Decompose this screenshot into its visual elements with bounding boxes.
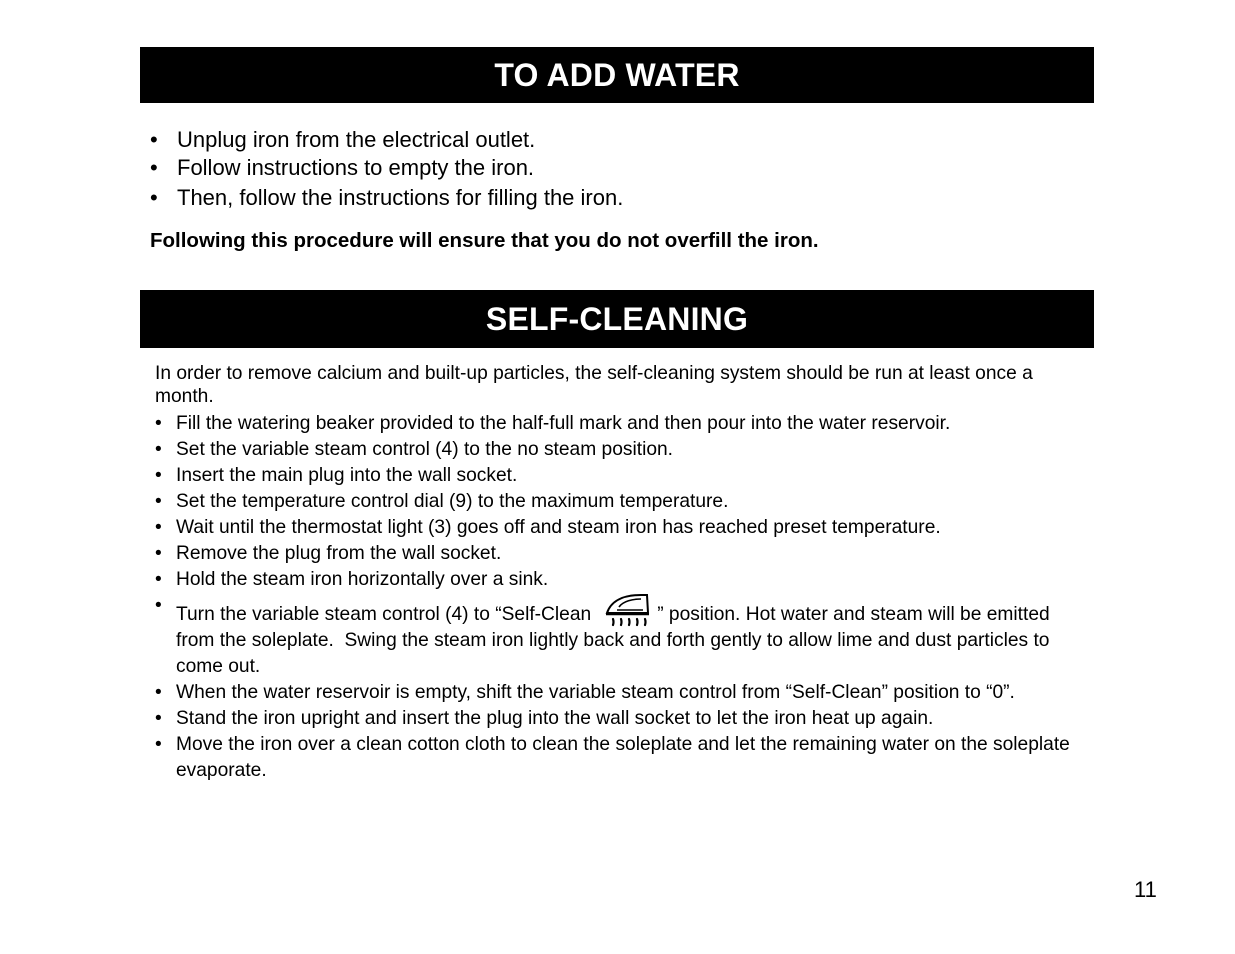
overfill-note: Following this procedure will ensure that you do not overfill the iron. bbox=[150, 229, 819, 252]
list-item: • Follow instructions to empty the iron. bbox=[150, 154, 623, 182]
list-item: • Wait until the thermostat light (3) goes off and steam iron has reached preset temperature. bbox=[155, 515, 1090, 541]
list-item: • Remove the plug from the wall socket. bbox=[155, 541, 1090, 567]
list-item: • Fill the watering beaker provided to the half-full mark and then pour into the water reservoir. bbox=[155, 411, 1090, 437]
list-item: • Hold the steam iron horizontally over a sink. bbox=[155, 567, 1090, 593]
self-clean-text-before: Turn the variable steam control (4) to “Self-Clean bbox=[176, 604, 592, 625]
self-clean-text-after: ” position. Hot water and steam will be emitted from the soleplate. Swing the steam iron lightly back and forth gently to allow lime and dust particles to come out. bbox=[176, 604, 1050, 677]
self-cleaning-list bbox=[155, 411, 1090, 784]
page-number: 11 bbox=[1134, 877, 1157, 902]
list-item-self-clean bbox=[155, 593, 1090, 680]
list-item: • Set the temperature control dial (9) to the maximum temperature. bbox=[155, 489, 1090, 515]
list-item: • Then, follow the instructions for filling the iron. bbox=[150, 184, 623, 212]
list-item: • When the water reservoir is empty, shift the variable steam control from “Self-Clean” position to “0”. bbox=[155, 680, 1090, 706]
list-item: • Move the iron over a clean cotton cloth to clean the soleplate and let the remaining water on the soleplate evaporate. bbox=[155, 732, 1090, 784]
list-item: • Stand the iron upright and insert the plug into the wall socket to let the iron heat up again. bbox=[155, 706, 1090, 732]
section-title-add-water: TO ADD WATER bbox=[140, 47, 1094, 103]
list-item: • Unplug iron from the electrical outlet. bbox=[150, 126, 623, 154]
list-item: • Set the variable steam control (4) to the no steam position. bbox=[155, 437, 1090, 463]
section-title-self-cleaning: SELF-CLEANING bbox=[140, 290, 1094, 348]
add-water-list bbox=[150, 126, 623, 212]
self-clean-iron-icon bbox=[603, 593, 653, 627]
list-item: • Insert the main plug into the wall socket. bbox=[155, 463, 1090, 489]
self-cleaning-intro: In order to remove calcium and built-up particles, the self-cleaning system should be run at least once a month. bbox=[155, 363, 1033, 407]
